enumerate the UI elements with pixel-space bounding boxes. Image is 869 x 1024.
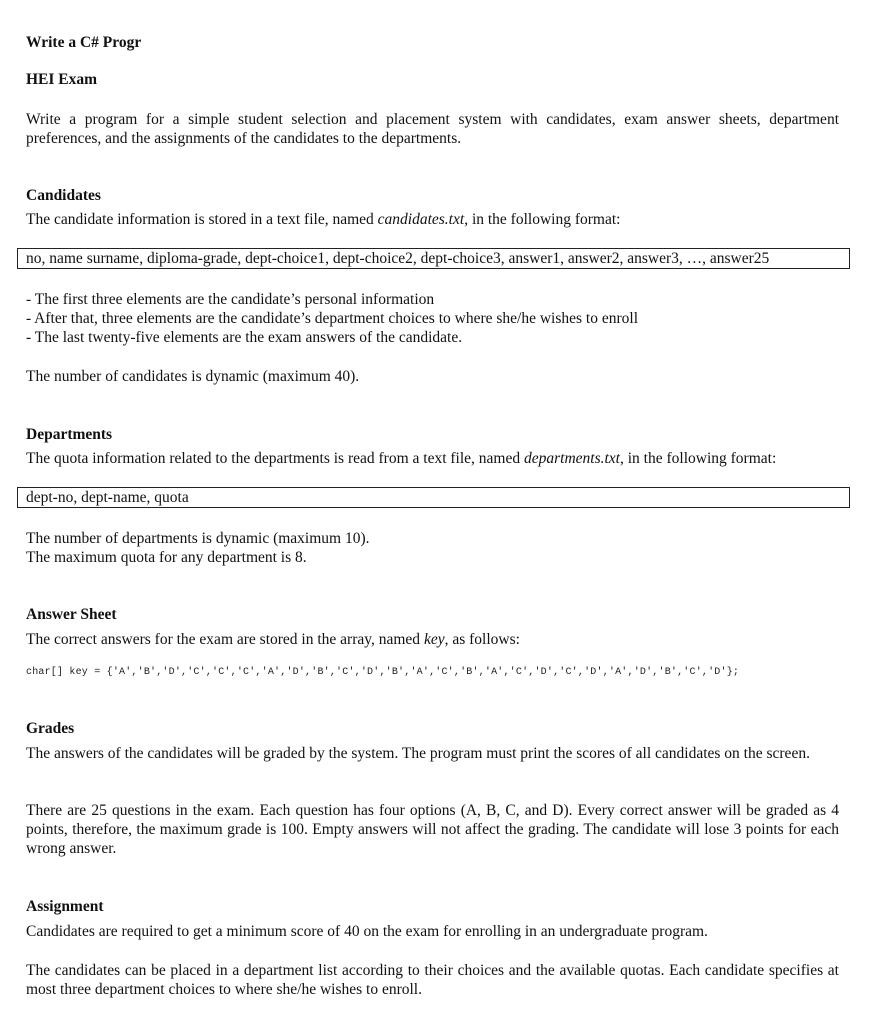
departments-count-note: The number of departments is dynamic (maximum 10). xyxy=(26,530,370,547)
candidates-bullet: - The first three elements are the candidate’s personal information xyxy=(26,291,435,308)
candidates-heading: Candidates xyxy=(26,187,101,204)
departments-description: The quota information related to the departments is read from a text file, named departments.txt, in the following format: xyxy=(26,450,777,467)
intro-paragraph: Write a program for a simple student selection and placement system with candidates, exam answer sheets, department preferences, and the assignments of the candidates to the departments. xyxy=(26,111,839,147)
answer-key-code: char[] key = {'A','B','D','C','C','C','A','D','B','C','D','B','A','C','B','A','C','D','C','D','A','D','B','C','D'}; xyxy=(26,667,740,678)
departments-file-name: departments.txt xyxy=(523,450,620,467)
exam-title: HEI Exam xyxy=(26,71,98,88)
page-title: Write a C# Progr xyxy=(26,34,142,51)
candidates-bullet: - The last twenty-five elements are the exam answers of the candidate. xyxy=(26,329,463,346)
key-array-name: key xyxy=(423,631,445,648)
departments-quota-note: The maximum quota for any department is 8. xyxy=(26,549,307,566)
departments-format-box: dept-no, dept-name, quota xyxy=(17,487,850,508)
assignment-heading: Assignment xyxy=(26,898,104,915)
departments-heading: Departments xyxy=(26,426,113,443)
candidates-format-box: no, name surname, diploma-grade, dept-choice1, dept-choice2, dept-choice3, answer1, answer2, answer3, …, answer25 xyxy=(17,248,850,269)
candidates-description: The candidate information is stored in a text file, named candidates.txt, in the following format: xyxy=(26,211,621,228)
grades-heading: Grades xyxy=(26,720,75,737)
grades-paragraph-2: There are 25 questions in the exam. Each question has four options (A, B, C, and D). Every correct answer will be graded as 4 points, therefore, the maximum grade is 100. Empty answers will not affect the grading. The candidate will lose 3 points for each wrong answer. xyxy=(26,802,839,857)
candidates-file-name: candidates.txt xyxy=(377,211,465,228)
grades-paragraph-1: The answers of the candidates will be graded by the system. The program must print the scores of all candidates on the screen. xyxy=(26,745,810,762)
candidates-count-note: The number of candidates is dynamic (maximum 40). xyxy=(26,368,360,385)
answer-sheet-description: The correct answers for the exam are stored in the array, named key, as follows: xyxy=(26,631,520,648)
answer-sheet-heading: Answer Sheet xyxy=(26,606,117,623)
assignment-paragraph-2: The candidates can be placed in a department list according to their choices and the available quotas. Each candidate specifies at most three department choices to where she/he wishes to enroll. xyxy=(26,962,839,998)
assignment-paragraph-1: Candidates are required to get a minimum score of 40 on the exam for enrolling in an undergraduate program. xyxy=(26,923,708,940)
candidates-bullet: - After that, three elements are the candidate’s department choices to where she/he wishes to enroll xyxy=(26,310,639,327)
